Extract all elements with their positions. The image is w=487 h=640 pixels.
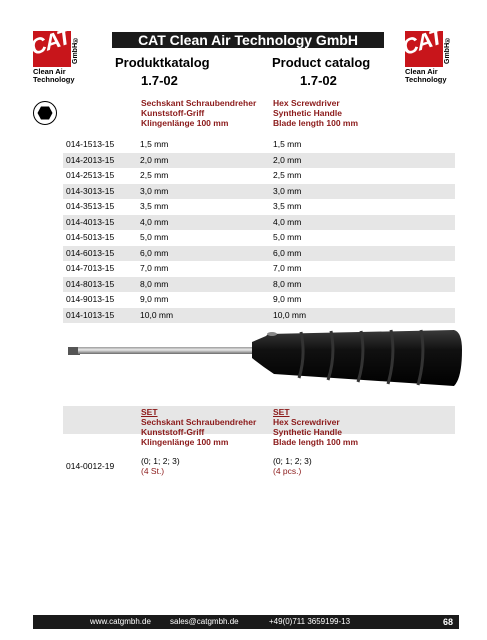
- size-en: 8,0 mm: [273, 278, 302, 289]
- size-de: 2,5 mm: [140, 170, 169, 180]
- table-row: [63, 292, 455, 308]
- table-row: [63, 137, 455, 153]
- set-article-code: 014-0012-19: [66, 461, 115, 471]
- product-de-line2: Kunststoff-Griff: [141, 108, 205, 118]
- size-de: 9,0 mm: [140, 294, 169, 304]
- logo-caption-line2: Technology: [405, 75, 447, 84]
- set-desc-en: [273, 407, 358, 447]
- logo-caption: [33, 68, 83, 84]
- set-de-line1: Sechskant Schraubendreher: [141, 417, 257, 427]
- product-desc-en: [273, 98, 358, 128]
- logo-caption-line2: Technology: [33, 75, 75, 84]
- article-code: 014-1513-15: [66, 139, 115, 149]
- company-title-bar: CAT Clean Air Technology GmbH: [112, 32, 384, 48]
- logo-cat-text: CAT: [398, 23, 446, 61]
- size-de: 7,0 mm: [140, 263, 169, 273]
- set-detail-de: [141, 456, 180, 476]
- set-header-row: [63, 406, 455, 434]
- catalog-title-en: Product catalog: [272, 55, 371, 70]
- footer-bar: [33, 615, 459, 629]
- size-de: 1,5 mm: [140, 139, 169, 149]
- size-en: 9,0 mm: [273, 294, 302, 304]
- catalog-number-de: 1.7-02: [141, 73, 178, 88]
- set-en-line1: Hex Screwdriver: [273, 417, 340, 427]
- company-logo-left: [26, 23, 83, 84]
- size-de: 8,0 mm: [140, 278, 169, 289]
- logo-gmbh-text: GmbH®: [72, 36, 79, 64]
- article-code: 014-4013-15: [66, 216, 115, 227]
- product-en-line2: Synthetic Handle: [273, 108, 342, 118]
- size-de: 6,0 mm: [140, 247, 169, 258]
- article-code: 014-1013-15: [66, 309, 115, 320]
- table-row: [63, 168, 455, 184]
- size-en: 6,0 mm: [273, 247, 302, 258]
- article-code: 014-3013-15: [66, 185, 115, 196]
- table-row: [63, 230, 455, 246]
- article-code: 014-8013-15: [66, 278, 115, 289]
- table-row: [63, 261, 455, 277]
- table-row: [63, 277, 455, 293]
- logo-caption-line1: Clean Air: [405, 67, 438, 76]
- size-de: 10,0 mm: [140, 309, 174, 320]
- size-de: 5,0 mm: [140, 232, 169, 242]
- product-desc-de: [141, 98, 256, 128]
- logo-caption: [405, 68, 455, 84]
- size-en: 3,5 mm: [273, 201, 302, 211]
- product-en-line3: Blade length 100 mm: [273, 118, 359, 128]
- footer-email[interactable]: sales@catgmbh.de: [170, 617, 239, 626]
- set-sizes-de: (0; 1; 2; 3): [141, 456, 180, 466]
- product-de-line3: Klingenlänge 100 mm: [141, 118, 229, 128]
- catalog-number-en: 1.7-02: [300, 73, 337, 88]
- hex-icon: [33, 101, 57, 125]
- size-de: 4,0 mm: [140, 216, 169, 227]
- set-detail-en: [273, 456, 312, 476]
- size-en: 3,0 mm: [273, 185, 302, 196]
- screwdriver-image: [66, 322, 466, 402]
- article-code: 014-6013-15: [66, 247, 115, 258]
- article-code: 014-7013-15: [66, 263, 115, 273]
- set-count-de: (4 St.): [141, 466, 165, 476]
- size-en: 10,0 mm: [273, 309, 307, 320]
- set-sizes-en: (0; 1; 2; 3): [273, 456, 312, 466]
- size-en: 4,0 mm: [273, 216, 302, 227]
- size-de: 2,0 mm: [140, 154, 169, 165]
- size-en: 5,0 mm: [273, 232, 302, 242]
- article-code: 014-9013-15: [66, 294, 115, 304]
- logo-caption-line1: Clean Air: [33, 67, 66, 76]
- footer-phone: +49(0)711 3659199-13: [269, 617, 351, 626]
- article-code: 014-5013-15: [66, 232, 115, 242]
- article-code: 014-3513-15: [66, 201, 115, 211]
- size-de: 3,0 mm: [140, 185, 169, 196]
- set-count-en: (4 pcs.): [273, 466, 302, 476]
- set-de-line2: Kunststoff-Griff: [141, 427, 205, 437]
- logo-red-block: [398, 23, 446, 67]
- set-label-en: SET: [273, 407, 290, 417]
- set-en-line2: Synthetic Handle: [273, 427, 342, 437]
- company-logo-right: [398, 23, 455, 84]
- table-row: [63, 215, 455, 231]
- product-de-line1: Sechskant Schraubendreher: [141, 98, 257, 108]
- article-code: 014-2013-15: [66, 154, 115, 165]
- logo-red-block: [26, 23, 74, 67]
- size-en: 1,5 mm: [273, 139, 302, 149]
- article-code: 014-2513-15: [66, 170, 115, 180]
- product-table: [63, 137, 455, 323]
- size-en: 2,5 mm: [273, 170, 302, 180]
- logo-cat-text: CAT: [26, 23, 74, 61]
- table-row: [63, 153, 455, 169]
- size-en: 7,0 mm: [273, 263, 302, 273]
- logo-gmbh-text: GmbH®: [444, 36, 451, 64]
- product-en-line1: Hex Screwdriver: [273, 98, 340, 108]
- set-desc-de: [141, 407, 256, 447]
- page-number: 68: [442, 617, 453, 627]
- size-de: 3,5 mm: [140, 201, 169, 211]
- set-en-line3: Blade length 100 mm: [273, 437, 359, 447]
- table-row: [63, 199, 455, 215]
- table-row: [63, 308, 455, 324]
- table-row: [63, 184, 455, 200]
- set-label-de: SET: [141, 407, 158, 417]
- hex-shape: [37, 105, 53, 121]
- table-row: [63, 246, 455, 262]
- footer-website[interactable]: www.catgmbh.de: [90, 617, 151, 626]
- set-de-line3: Klingenlänge 100 mm: [141, 437, 229, 447]
- catalog-title-de: Produktkatalog: [115, 55, 210, 70]
- size-en: 2,0 mm: [273, 154, 302, 165]
